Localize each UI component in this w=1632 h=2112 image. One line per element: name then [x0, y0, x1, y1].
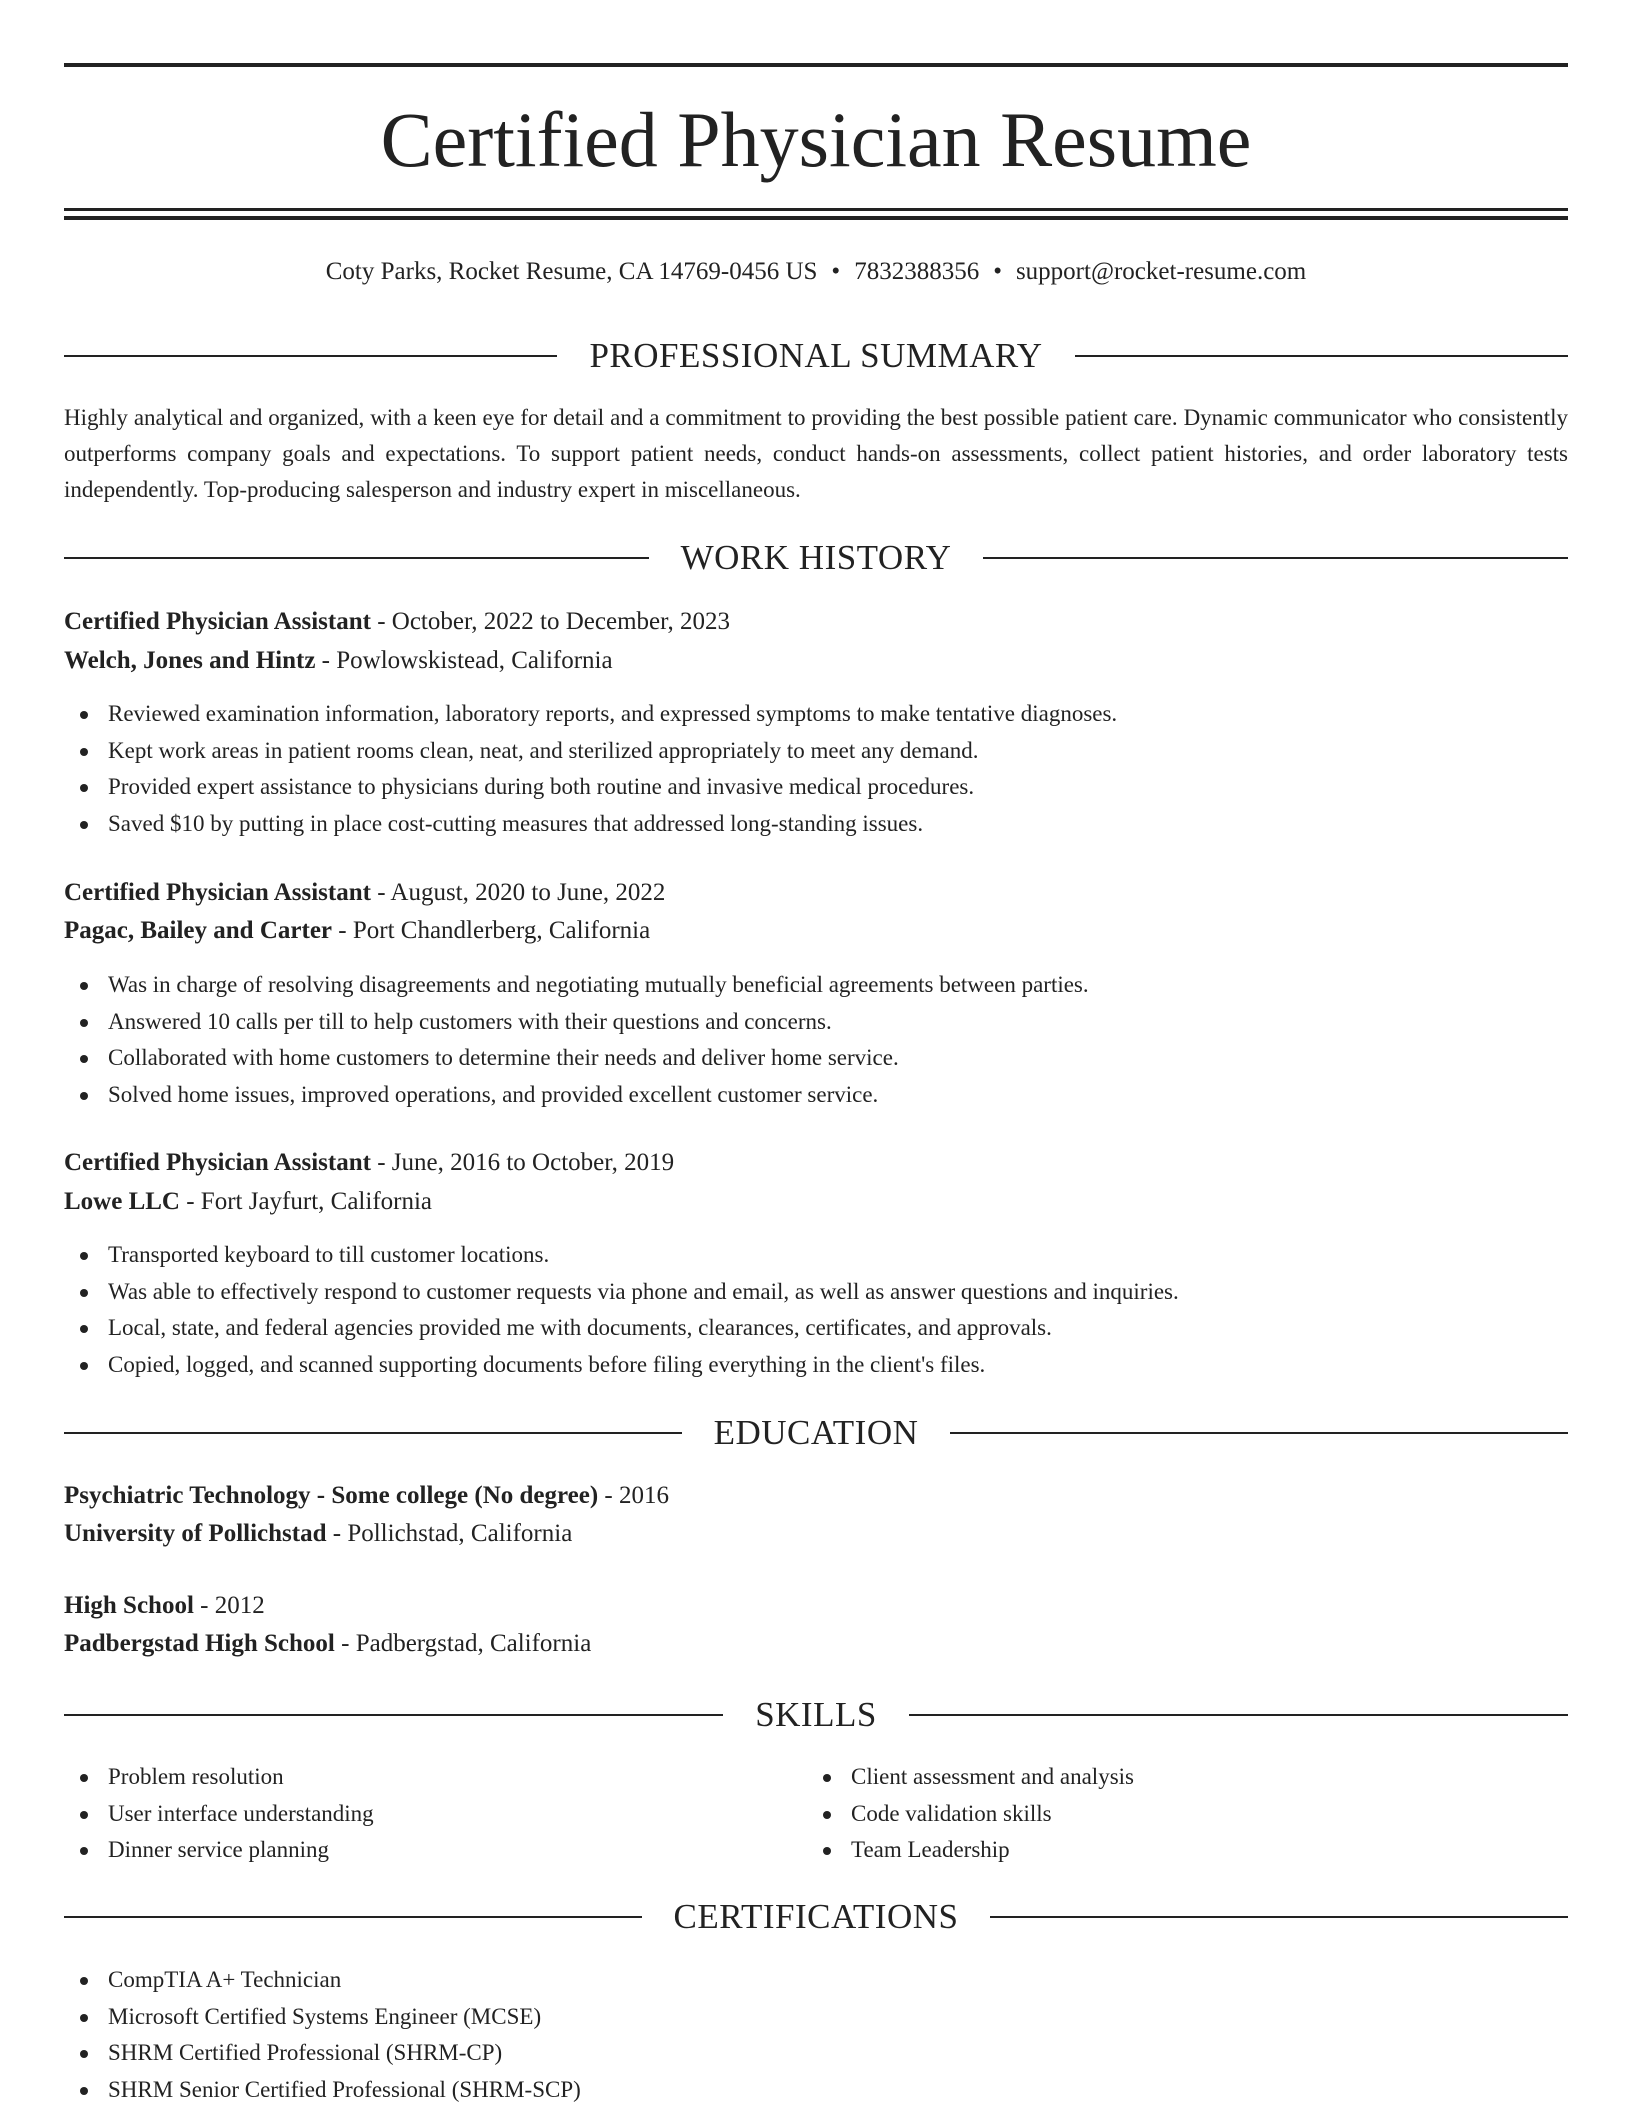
section-heading-summary: [64, 334, 1568, 378]
heading-rule-left: [64, 557, 649, 559]
job-dates: - August, 2020 to June, 2022: [370, 879, 666, 906]
heading-rule-right: [909, 1714, 1568, 1716]
skills-list-right: [807, 1759, 1632, 1869]
section-title: EDUCATION: [713, 1413, 919, 1452]
list-item: Client assessment and analysis: [807, 1759, 1632, 1796]
list-item: Transported keyboard to till customer locations.: [64, 1237, 1568, 1274]
summary-text: Highly analytical and organized, with a keen eye for detail and a commitment to providing the best possible patient care. Dynamic communicator who consistently outperforms company goals and expectations. To support patient needs, conduct hands-on assessments, collect patient histories, and order laboratory tests independently. Top-producing salesperson and industry expert in miscellaneous.: [64, 405, 1568, 502]
job-bullets: [64, 1237, 1568, 1383]
list-item: Was able to effectively respond to customer requests via phone and email, as well as answer questions and inquiries.: [64, 1274, 1568, 1311]
contact-line: [64, 254, 1568, 290]
education-school-line: [64, 1516, 1568, 1552]
job-dates: - October, 2022 to December, 2023: [370, 608, 730, 635]
job-company: Pagac, Bailey and Carter: [64, 917, 333, 944]
list-item: Was in charge of resolving disagreements and negotiating mutually beneficial agreements between parties.: [64, 967, 1568, 1004]
list-item: Saved $10 by putting in place cost-cutting measures that addressed long-standing issues.: [64, 806, 1568, 843]
contact-email: support@rocket-resume.com: [1015, 258, 1307, 285]
list-item: Provided expert assistance to physicians during both routine and invasive medical procedures.: [64, 769, 1568, 806]
job-company-line: [64, 643, 1568, 679]
list-item: SHRM Certified Professional (SHRM-CP): [64, 2035, 1568, 2072]
job-title: Certified Physician Assistant: [64, 879, 371, 906]
heading-rule-left: [64, 1714, 723, 1716]
resume-title: Certified Physician Resume: [380, 96, 1252, 183]
list-item: Reviewed examination information, laboratory reports, and expressed symptoms to make tentative diagnoses.: [64, 696, 1568, 733]
job-title-line: [64, 875, 1568, 911]
list-item: Copied, logged, and scanned supporting documents before filing everything in the client's files.: [64, 1347, 1568, 1384]
job-company: Lowe LLC: [64, 1188, 180, 1215]
list-item: Solved home issues, improved operations, and provided excellent customer service.: [64, 1077, 1568, 1114]
list-item: SHRM Senior Certified Professional (SHRM-SCP): [64, 2072, 1568, 2109]
list-item: Microsoft Certified Systems Engineer (MCSE): [64, 1999, 1568, 2036]
job-company: Welch, Jones and Hintz: [64, 647, 316, 674]
contact-address: Coty Parks, Rocket Resume, CA 14769-0456 US: [325, 258, 818, 285]
title-rule-upper: [64, 208, 1568, 211]
list-item: Problem resolution: [64, 1759, 1568, 1796]
list-item: Dinner service planning: [64, 1832, 1568, 1869]
list-item: User interface understanding: [64, 1796, 1568, 1833]
job-bullets: [64, 967, 1568, 1113]
education-location: - Pollichstad, California: [326, 1520, 573, 1547]
section-title: SKILLS: [755, 1695, 877, 1734]
heading-rule-right: [990, 1916, 1568, 1918]
job-title-line: [64, 1145, 1568, 1181]
job-dates: - June, 2016 to October, 2019: [370, 1149, 675, 1176]
heading-rule-left: [64, 355, 557, 357]
education-degree: High School: [64, 1592, 194, 1619]
education-year: - 2016: [598, 1482, 669, 1509]
list-item: Local, state, and federal agencies provided me with documents, clearances, certificates, and approvals.: [64, 1310, 1568, 1347]
list-item: Code validation skills: [807, 1796, 1632, 1833]
heading-rule-right: [983, 557, 1568, 559]
education-year: - 2012: [193, 1592, 265, 1619]
job-location: - Fort Jayfurt, California: [179, 1188, 433, 1215]
education-degree-line: [64, 1478, 1568, 1514]
education-school: Padbergstad High School: [64, 1630, 335, 1657]
education-location: - Padbergstad, California: [334, 1630, 592, 1657]
heading-rule-right: [950, 1432, 1568, 1434]
list-item: Team Leadership: [807, 1832, 1632, 1869]
job-title: Certified Physician Assistant: [64, 1149, 371, 1176]
contact-phone: 7832388356: [854, 258, 980, 285]
top-rule: [64, 63, 1568, 67]
education-school: University of Pollichstad: [64, 1520, 327, 1547]
job-location: - Port Chandlerberg, California: [332, 917, 651, 944]
section-heading-work-history: [64, 536, 1568, 580]
heading-rule-left: [64, 1916, 642, 1918]
contact-separator: •: [993, 258, 1002, 285]
job-company-line: [64, 1184, 1568, 1220]
education-degree-line: [64, 1588, 1568, 1624]
job-company-line: [64, 913, 1568, 949]
list-item: Answered 10 calls per till to help customers with their questions and concerns.: [64, 1004, 1568, 1041]
job-title-line: [64, 604, 1568, 640]
list-item: Collaborated with home customers to determine their needs and deliver home service.: [64, 1040, 1568, 1077]
heading-rule-left: [64, 1432, 682, 1434]
section-heading-skills: [64, 1693, 1568, 1737]
job-title: Certified Physician Assistant: [64, 608, 371, 635]
heading-rule-right: [1075, 355, 1568, 357]
contact-separator: •: [831, 258, 841, 285]
job-location: - Powlowskistead, California: [315, 647, 613, 674]
certifications-list: [64, 1962, 1568, 2108]
education-school-line: [64, 1626, 1568, 1662]
list-item: CompTIA A+ Technician: [64, 1962, 1568, 1999]
title-rule-lower: [64, 216, 1568, 220]
section-title: WORK HISTORY: [680, 538, 952, 577]
list-item: Kept work areas in patient rooms clean, neat, and sterilized appropriately to meet any demand.: [64, 733, 1568, 770]
education-degree: Psychiatric Technology - Some college (No degree): [64, 1482, 599, 1509]
job-bullets: [64, 696, 1568, 842]
section-title: CERTIFICATIONS: [673, 1897, 959, 1936]
section-title: PROFESSIONAL SUMMARY: [589, 336, 1043, 375]
section-heading-certifications: [64, 1895, 1568, 1939]
section-heading-education: [64, 1411, 1568, 1455]
